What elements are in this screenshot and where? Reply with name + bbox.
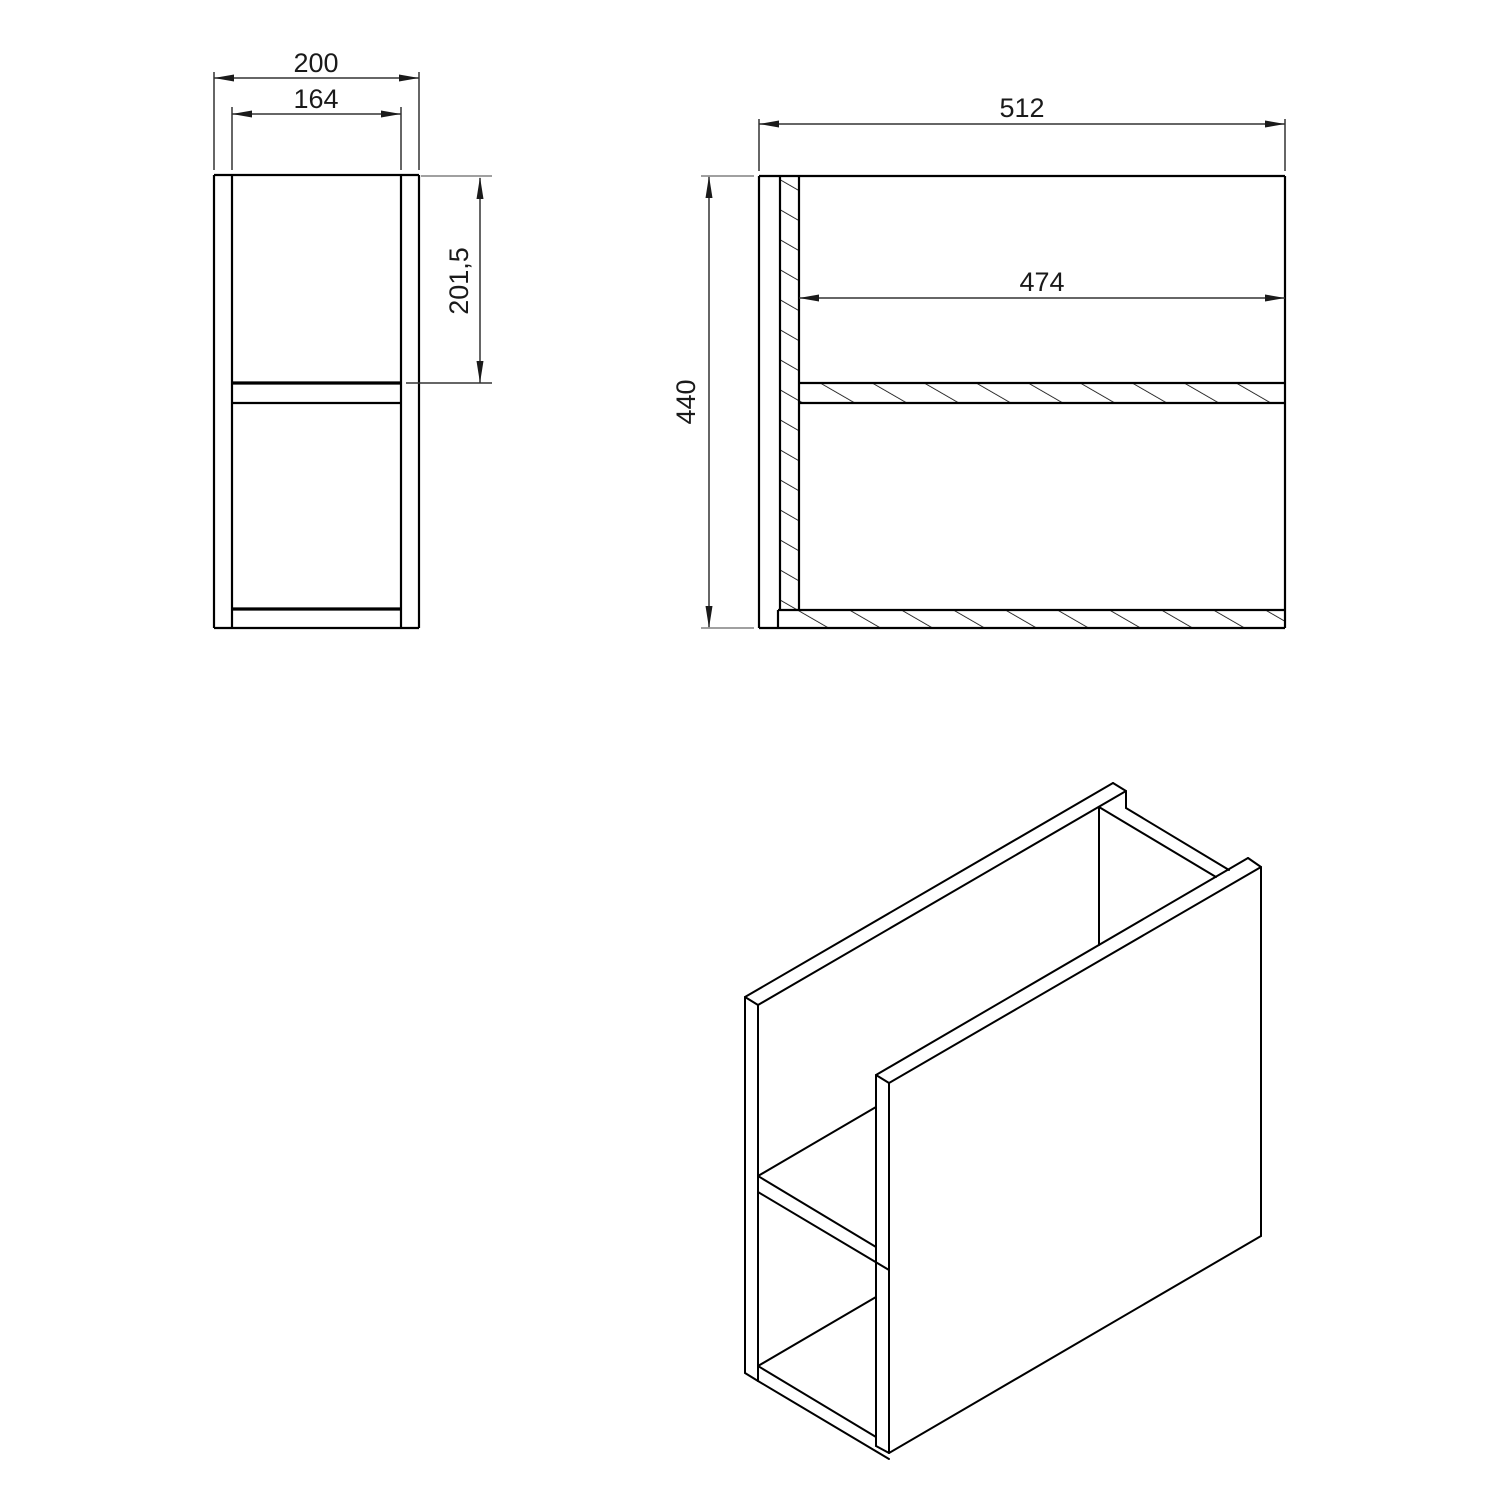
dim-label-front-width: 200 bbox=[293, 48, 339, 78]
iso-left-panel-top-rear-cap bbox=[1113, 783, 1126, 791]
dim-200-arrow-left bbox=[214, 75, 234, 82]
iso-right-panel-top-rear-cap bbox=[1248, 858, 1261, 867]
dim-label-side-depth: 512 bbox=[999, 93, 1045, 123]
iso-left-panel-top-inner bbox=[758, 791, 1126, 1005]
iso-left-panel-bottom-cap bbox=[745, 1373, 758, 1381]
iso-bottom-shelf-depth-edge bbox=[758, 1297, 876, 1366]
dim-474-arrow-right bbox=[1265, 295, 1285, 302]
iso-right-panel-top-front-cap bbox=[876, 1075, 889, 1083]
dim-label-side-inner-depth: 474 bbox=[1019, 267, 1065, 297]
front-view bbox=[214, 175, 419, 628]
iso-middle-shelf-front-top bbox=[758, 1176, 876, 1247]
iso-right-panel-bottom-silhouette bbox=[889, 1236, 1261, 1453]
side-view bbox=[759, 176, 1285, 628]
side-bottom-shelf-hatch bbox=[778, 610, 1285, 628]
dim-512-arrow-right bbox=[1265, 121, 1285, 128]
dim-512-arrow-left bbox=[759, 121, 779, 128]
dim-440-arrow-up bbox=[706, 176, 713, 198]
dim-label-side-height: 440 bbox=[671, 379, 701, 425]
dim-2015-arrow-down bbox=[477, 361, 484, 383]
iso-right-panel-top-outer bbox=[889, 867, 1261, 1083]
iso-right-panel-top-inner bbox=[876, 858, 1248, 1075]
dim-164-arrow-left bbox=[232, 111, 252, 118]
dim-2015-arrow-up bbox=[477, 177, 484, 199]
side-back-panel-hatch bbox=[780, 176, 799, 610]
front-view-dimensions bbox=[214, 72, 492, 383]
iso-left-panel-top-front-cap bbox=[745, 997, 758, 1005]
iso-middle-shelf-depth-edge bbox=[758, 1107, 876, 1176]
dim-440-arrow-down bbox=[706, 606, 713, 628]
iso-bottom-shelf-front-top bbox=[758, 1366, 876, 1437]
iso-bottom-shelf-front-bottom bbox=[758, 1381, 889, 1459]
iso-back-panel-top-front bbox=[1099, 807, 1216, 877]
side-middle-shelf-hatch bbox=[799, 383, 1285, 403]
dim-474-arrow-left bbox=[799, 295, 819, 302]
iso-middle-shelf-front-bottom bbox=[758, 1192, 889, 1270]
iso-left-panel-top-outer bbox=[745, 783, 1113, 997]
iso-back-panel-top-rear bbox=[1126, 808, 1229, 870]
dim-164-arrow-right bbox=[381, 111, 401, 118]
isometric-view bbox=[745, 783, 1261, 1459]
dim-label-front-inner-width: 164 bbox=[293, 84, 339, 114]
dim-label-front-top-section: 201,5 bbox=[444, 247, 474, 315]
dim-200-arrow-right bbox=[399, 75, 419, 82]
